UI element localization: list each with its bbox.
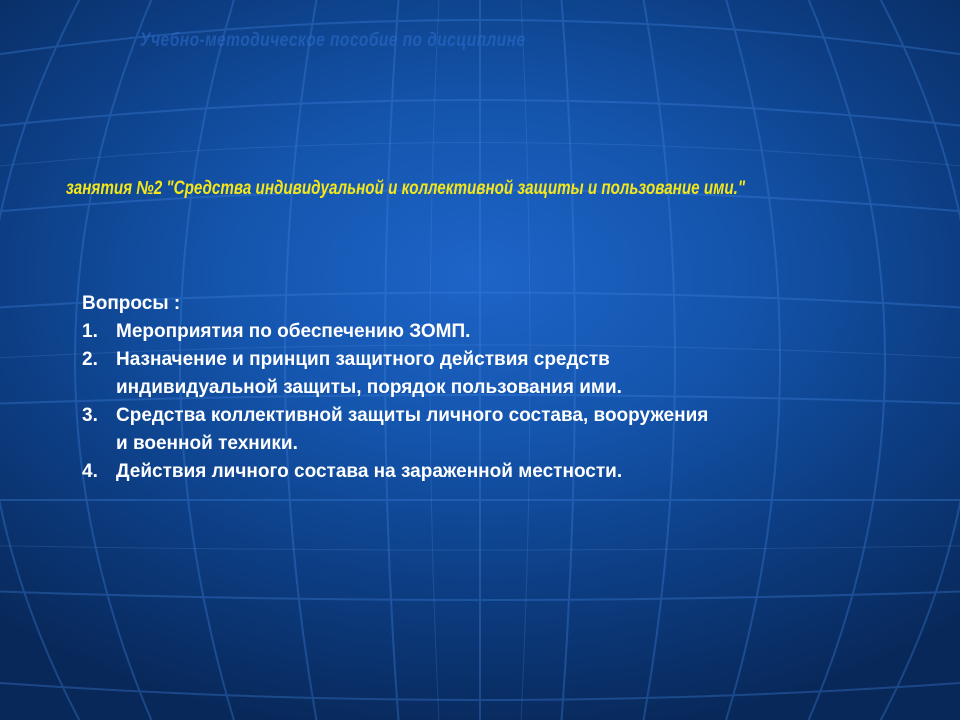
lesson-title: занятия №2 "Средства индивидуальной и коллективной защиты и пользование ими." <box>66 178 746 199</box>
question-item-1 <box>82 318 842 346</box>
question-text: Средства коллективной защиты личного состава, вооружения и военной техники. <box>116 405 709 454</box>
questions-heading: Вопросы : <box>82 293 181 314</box>
question-item-3 <box>82 402 842 458</box>
questions-list <box>82 318 842 486</box>
faint-heading: Учебно-методическое пособие по дисциплине <box>140 30 526 51</box>
question-text: Назначение и принцип защитного действия средств индивидуальной защиты, порядок пользования ими. <box>116 349 622 398</box>
question-text: Действия личного состава на зараженной местности. <box>116 461 623 482</box>
question-number: 4. <box>82 461 98 482</box>
question-item-4 <box>82 458 842 486</box>
question-number: 1. <box>82 321 98 342</box>
questions-block <box>82 290 842 486</box>
question-item-2 <box>82 346 842 402</box>
question-text: Мероприятия по обеспечению ЗОМП. <box>116 321 471 342</box>
question-number: 3. <box>82 405 98 426</box>
question-number: 2. <box>82 349 98 370</box>
